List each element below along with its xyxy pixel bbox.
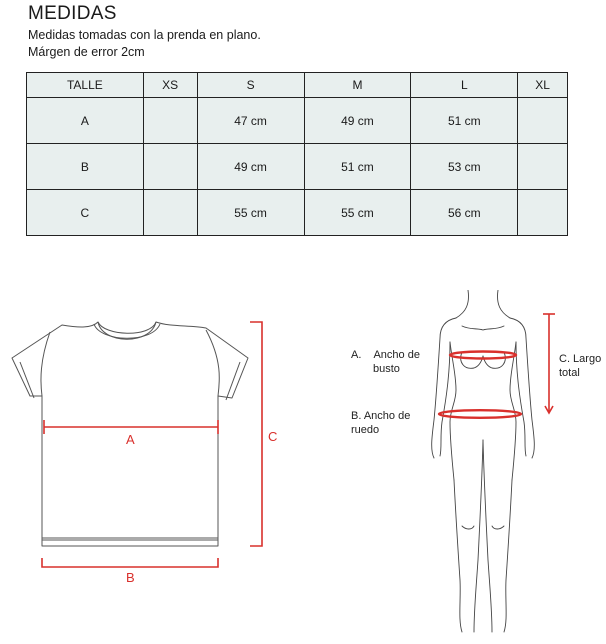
label-a: A <box>126 432 135 447</box>
legend-c-line2: total <box>559 367 580 379</box>
subtitle-error-margin: Márgen de error 2cm <box>28 45 145 59</box>
legend-a-letter: A. <box>351 349 362 361</box>
table-cell: 53 cm <box>411 144 518 190</box>
table-cell: 51 cm <box>411 98 518 144</box>
table-header-cell: TALLE <box>27 73 144 98</box>
table-row <box>27 98 568 144</box>
table-cell: 49 cm <box>304 98 411 144</box>
size-table <box>26 72 568 236</box>
legend-hem-width <box>351 409 410 437</box>
table-cell: 47 cm <box>197 98 304 144</box>
table-header-cell: XL <box>518 73 568 98</box>
legend-b-line1: B. Ancho de <box>351 410 411 422</box>
legend-total-length <box>559 352 601 380</box>
table-header-cell: XS <box>143 73 197 98</box>
table-cell <box>143 98 197 144</box>
measure-line-b <box>42 558 218 567</box>
tshirt-diagram <box>0 300 300 590</box>
subtitle-measure-method: Medidas tomadas con la prenda en plano. <box>28 28 261 42</box>
table-cell <box>518 98 568 144</box>
table-row <box>27 190 568 236</box>
table-cell <box>143 144 197 190</box>
legend-a-line2: busto <box>373 363 400 375</box>
table-header-cell: S <box>197 73 304 98</box>
table-header-cell: M <box>304 73 411 98</box>
length-arrow <box>541 312 557 416</box>
legend-bust-width <box>351 348 420 376</box>
bust-measure-ring <box>450 352 516 359</box>
body-figure <box>428 290 538 634</box>
table-cell: 49 cm <box>197 144 304 190</box>
table-cell: 56 cm <box>411 190 518 236</box>
table-header-row <box>27 73 568 98</box>
page-title: MEDIDAS <box>28 3 117 24</box>
table-header-cell: L <box>411 73 518 98</box>
table-cell: C <box>27 190 144 236</box>
table-cell: 55 cm <box>304 190 411 236</box>
table-cell: A <box>27 98 144 144</box>
table-cell <box>143 190 197 236</box>
label-b: B <box>126 570 135 585</box>
legend-a-line1: Ancho de <box>373 349 420 361</box>
table-row <box>27 144 568 190</box>
table-cell <box>518 190 568 236</box>
measure-line-c <box>250 322 262 546</box>
table-cell: 55 cm <box>197 190 304 236</box>
table-cell: B <box>27 144 144 190</box>
legend-b-line2: ruedo <box>351 424 380 436</box>
table-cell <box>518 144 568 190</box>
legend-c-line1: C. Largo <box>559 353 602 365</box>
table-cell: 51 cm <box>304 144 411 190</box>
label-c: C <box>268 429 278 444</box>
